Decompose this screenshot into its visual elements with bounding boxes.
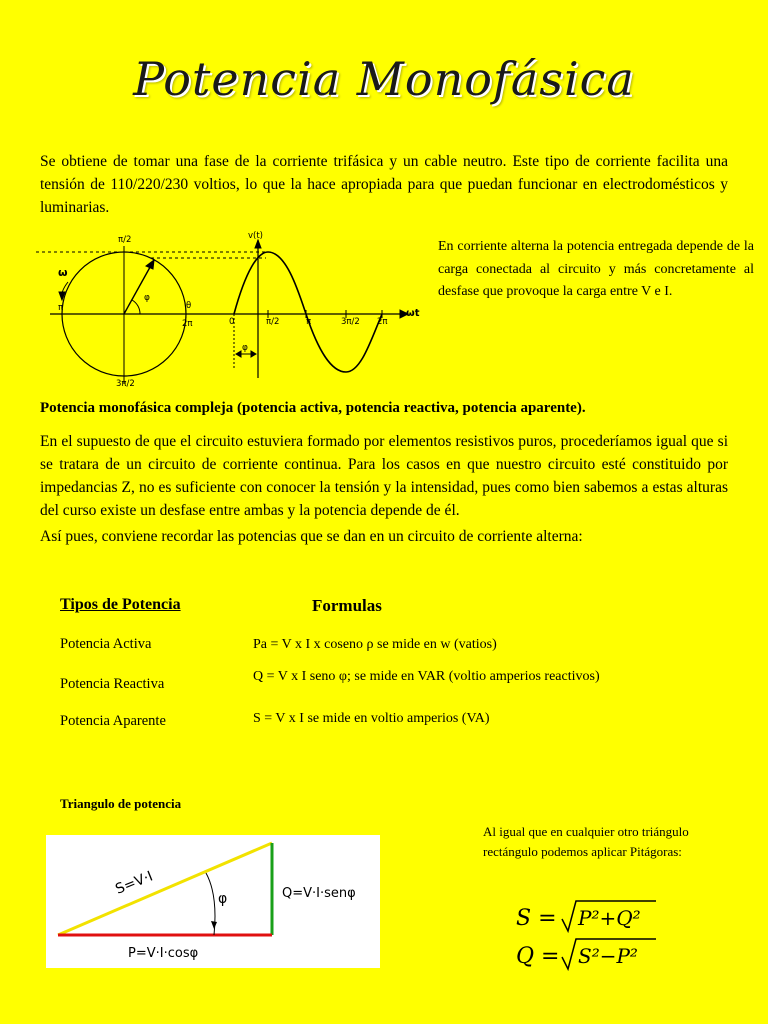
label-pi2-wave: π/2 [266,317,280,327]
pythagoras-formulas [510,895,670,975]
phasor-vector [124,260,154,314]
row-tipo-aparente: Potencia Aparente [60,713,166,729]
label-3pi2-bottom: 3π/2 [116,379,135,389]
phasor-wave-diagram [36,230,428,390]
triangle-base-label: P=V·I·cosφ [128,946,199,961]
triangle-heading: Triangulo de potencia [60,796,182,811]
label-phi-span: φ [242,343,248,353]
label-omega: ω [58,266,68,279]
recall-paragraph: Así pues, conviene recordar las potencias que se dan en un circuito de corriente alterna: [40,528,583,545]
row-formula-activa: Pa = V x I x coseno ρ se mide en w (vatios) [253,637,497,652]
section-heading-complex-power: Potencia monofásica compleja (potencia activa, potencia reactiva, potencia aparente). [40,400,586,416]
label-wt: ωt [406,308,420,319]
label-pi-wave: π [306,317,312,327]
formula-s-rhs: P²+Q² [578,906,641,930]
formula-q-rhs: S²−P² [578,944,638,968]
triangle-side-label: Q=V·I·senφ [282,886,356,901]
formula-s-lhs: S = [516,906,557,931]
label-pi2-top: π/2 [118,235,132,245]
table-header-formulas: Formulas [312,596,382,615]
triangle-hypotenuse [58,843,272,935]
page-title: Potencia Monofásica [133,52,635,106]
label-2pi-wave: 2π [377,317,388,327]
label-phi-circle: φ [144,293,150,303]
label-pi-left: π [58,303,64,313]
label-theta: θ [186,301,192,311]
row-formula-reactiva: Q = V x I seno φ; se mide en VAR (voltio amperios reactivos) [253,669,600,684]
row-tipo-reactiva: Potencia Reactiva [60,676,165,692]
pythagoras-paragraph: Al igual que en cualquier otro triángulo rectángulo podemos aplicar Pitágoras: [483,824,689,859]
row-formula-aparente: S = V x I se mide en voltio amperios (VA) [253,711,490,726]
triangle-hyp-label: S=V·I [113,868,156,898]
label-vt: v(t) [248,231,263,241]
label-2pi-circle: 2π [182,319,193,329]
intro-paragraph: Se obtiene de tomar una fase de la corriente trifásica y un cable neutro. Este tipo de corriente facilita una tensión de 110/220/230 voltios, lo que la hace apropiada para que puedan funcionar en electrodomésticos y luminarias. [40,153,728,216]
table-header-tipos: Tipos de Potencia [60,596,181,613]
formula-q-lhs: Q = [516,944,560,969]
circuit-paragraph: En el supuesto de que el circuito estuviera formado por elementos resistivos puros, procederíamos igual que si se tratara de un circuito de corriente continua. Para los casos en que nuestro circuito esté constituido por impedancias Z, no es suficiente con conocer la tensión y la intensidad, pues como bien sabemos a estas alturas del curso existe un desfase entre ambas y la potencia depende de él. [40,433,728,519]
ac-power-paragraph: En corriente alterna la potencia entregada depende de la carga conectada al circuito y más concretamente al desfase que provoque la carga entre V e I. [438,239,754,299]
triangle-angle-label: φ [218,891,228,907]
power-triangle-figure [46,835,380,968]
row-tipo-activa: Potencia Activa [60,636,152,652]
label-3pi2-wave: 3π/2 [341,317,360,327]
label-zero: 0 [229,317,235,327]
